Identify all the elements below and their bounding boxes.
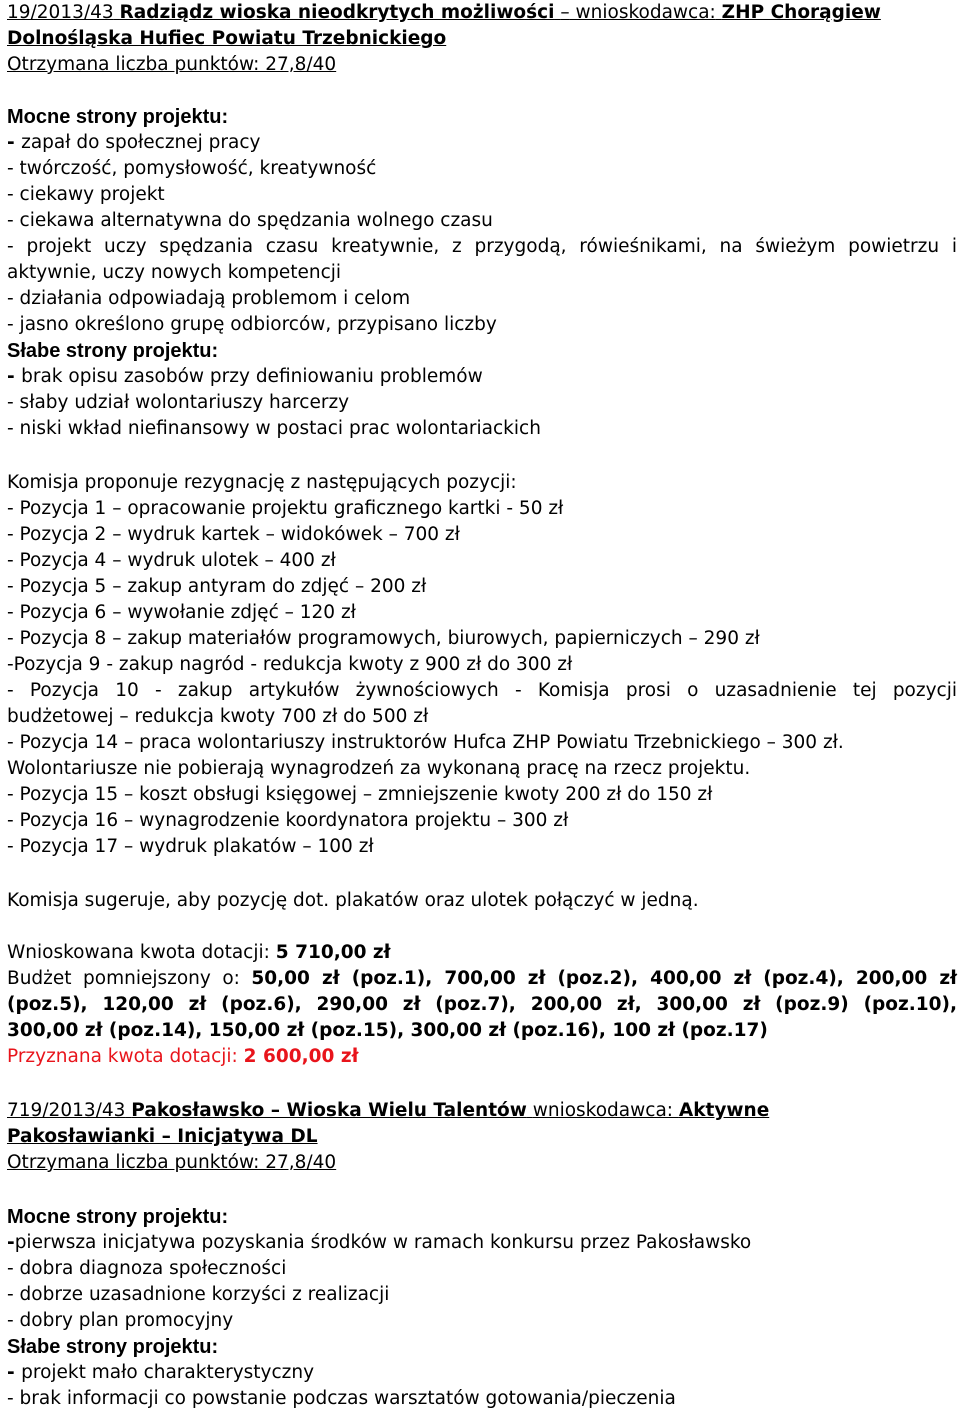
project1-strengths-heading: Mocne strony projektu: (7, 106, 229, 128)
commission-intro: Komisja proponuje rezygnację z następujących pozycji: (7, 472, 517, 493)
granted-amount: Przyznana kwota dotacji: 2 600,00 zł (7, 1046, 359, 1067)
position-item: Wolontariusze nie pobierają wynagrodzeń za wykonaną pracę na rzecz projektu. (7, 758, 751, 779)
project1-strength-item: - twórczość, pomysłowość, kreatywność (7, 158, 377, 179)
project1-points: Otrzymana liczba punktów: 27,8/40 (7, 54, 337, 75)
project1-weakness-item: - brak opisu zasobów przy definiowaniu problemów (7, 366, 483, 387)
project1-title: Radziądz wioska nieodkrytych możliwości (119, 2, 555, 23)
position-item: - Pozycja 16 – wynagrodzenie koordynatora projektu – 300 zł (7, 810, 569, 831)
project1-strength-item: aktywnie, uczy nowych kompetencji (7, 262, 342, 283)
project1-strength-item: - działania odpowiadają problemom i celom (7, 288, 411, 309)
position-item: budżetowej – redukcja kwoty 700 zł do 500 zł (7, 706, 429, 727)
project1-strength-item: - projekt uczy spędzania czasu kreatywnie, z przygodą, rówieśnikami, na świeżym powietrzu i (7, 236, 957, 257)
granted-amount-value: 2 600,00 zł (243, 1046, 359, 1067)
budget-reduction-line3: 300,00 zł (poz.14), 150,00 zł (poz.15), 300,00 zł (poz.16), 100 zł (poz.17) (7, 1020, 768, 1041)
project1-applicant-label: wnioskodawca: (575, 2, 716, 23)
project2-weakness-item: - brak informacji co powstanie podczas warsztatów gotowania/pieczenia (7, 1388, 676, 1409)
project2-strengths-heading: Mocne strony projektu: (7, 1206, 229, 1228)
project2-strength-item: - dobrze uzasadnione korzyści z realizacji (7, 1284, 390, 1305)
project1-applicant-line2: Dolnośląska Hufiec Powiatu Trzebnickiego (7, 28, 447, 49)
project2-weaknesses-heading: Słabe strony projektu: (7, 1336, 219, 1358)
project1-strength-item: - jasno określono grupę odbiorców, przypisano liczby (7, 314, 497, 335)
project2-weakness-item: - projekt mało charakterystyczny (7, 1362, 315, 1383)
position-item: - Pozycja 1 – opracowanie projektu graficznego kartki - 50 zł (7, 498, 564, 519)
budget-reduction-line2: (poz.5), 120,00 zł (poz.6), 290,00 zł (poz.7), 200,00 zł, 300,00 zł (poz.9) (poz.10), (7, 994, 957, 1015)
position-item: - Pozycja 2 – wydruk kartek – widokówek – 700 zł (7, 524, 460, 545)
position-item: - Pozycja 14 – praca wolontariuszy instruktorów Hufca ZHP Powiatu Trzebnickiego – 300 zł. (7, 732, 844, 753)
requested-amount: Wnioskowana kwota dotacji: 5 710,00 zł (7, 942, 391, 963)
project2-header-line1 (7, 1098, 769, 1124)
project2-title: Pakosławsko – Wioska Wielu Talentów (131, 1100, 527, 1121)
project1-applicant: ZHP Chorągiew (721, 2, 881, 23)
commission-suggestion: Komisja sugeruje, aby pozycję dot. plakatów oraz ulotek połączyć w jedną. (7, 890, 699, 911)
position-item: - Pozycja 17 – wydruk plakatów – 100 zł (7, 836, 374, 857)
project1-number: 19/2013/43 (7, 2, 114, 23)
project1-strength-item: - ciekawy projekt (7, 184, 165, 205)
project1-strength-item: - ciekawa alternatywna do spędzania wolnego czasu (7, 210, 493, 231)
project2-points: Otrzymana liczba punktów: 27,8/40 (7, 1152, 337, 1173)
project1-weakness-item: - słaby udział wolontariuszy harcerzy (7, 392, 350, 413)
project2-strength-item: - dobra diagnoza społeczności (7, 1258, 287, 1279)
position-item: - Pozycja 4 – wydruk ulotek – 400 zł (7, 550, 336, 571)
project1-header-line1: 19/2013/43 Radziądz wioska nieodkrytych możliwości – wnioskodawca: ZHP Chorągiew (7, 2, 881, 23)
requested-amount-value: 5 710,00 zł (275, 942, 391, 963)
project1-strength-item: - zapał do społecznej pracy (7, 132, 261, 153)
budget-reduction-line1: Budżet pomniejszony o: 50,00 zł (poz.1), 700,00 zł (poz.2), 400,00 zł (poz.4), 200,00 zł (7, 968, 957, 989)
project2-applicant-line2: Pakosławianki – Inicjatywa DL (7, 1126, 318, 1147)
position-item: - Pozycja 10 - zakup artykułów żywnościowych - Komisja prosi o uzasadnienie tej pozycji (7, 680, 957, 701)
project2-number: 719/2013/43 (7, 1100, 126, 1121)
position-item: - Pozycja 5 – zakup antyram do zdjęć – 200 zł (7, 576, 427, 597)
position-item: - Pozycja 6 – wywołanie zdjęć – 120 zł (7, 602, 356, 623)
project2-applicant-label: wnioskodawca: (532, 1100, 674, 1121)
project1-weaknesses-heading: Słabe strony projektu: (7, 340, 219, 362)
position-item: -Pozycja 9 - zakup nagród - redukcja kwoty z 900 zł do 300 zł (7, 654, 573, 675)
project1-weakness-item: - niski wkład niefinansowy w postaci prac wolontariackich (7, 418, 541, 439)
position-item: - Pozycja 15 – koszt obsługi księgowej – zmniejszenie kwoty 200 zł do 150 zł (7, 784, 713, 805)
project2-applicant: Aktywne (678, 1100, 770, 1121)
project2-strength-item: - dobry plan promocyjny (7, 1310, 234, 1331)
project2-strength-item: -pierwsza inicjatywa pozyskania środków w ramach konkursu przez Pakosławsko (7, 1232, 752, 1253)
position-item: - Pozycja 8 – zakup materiałów programowych, biurowych, papierniczych – 290 zł (7, 628, 760, 649)
